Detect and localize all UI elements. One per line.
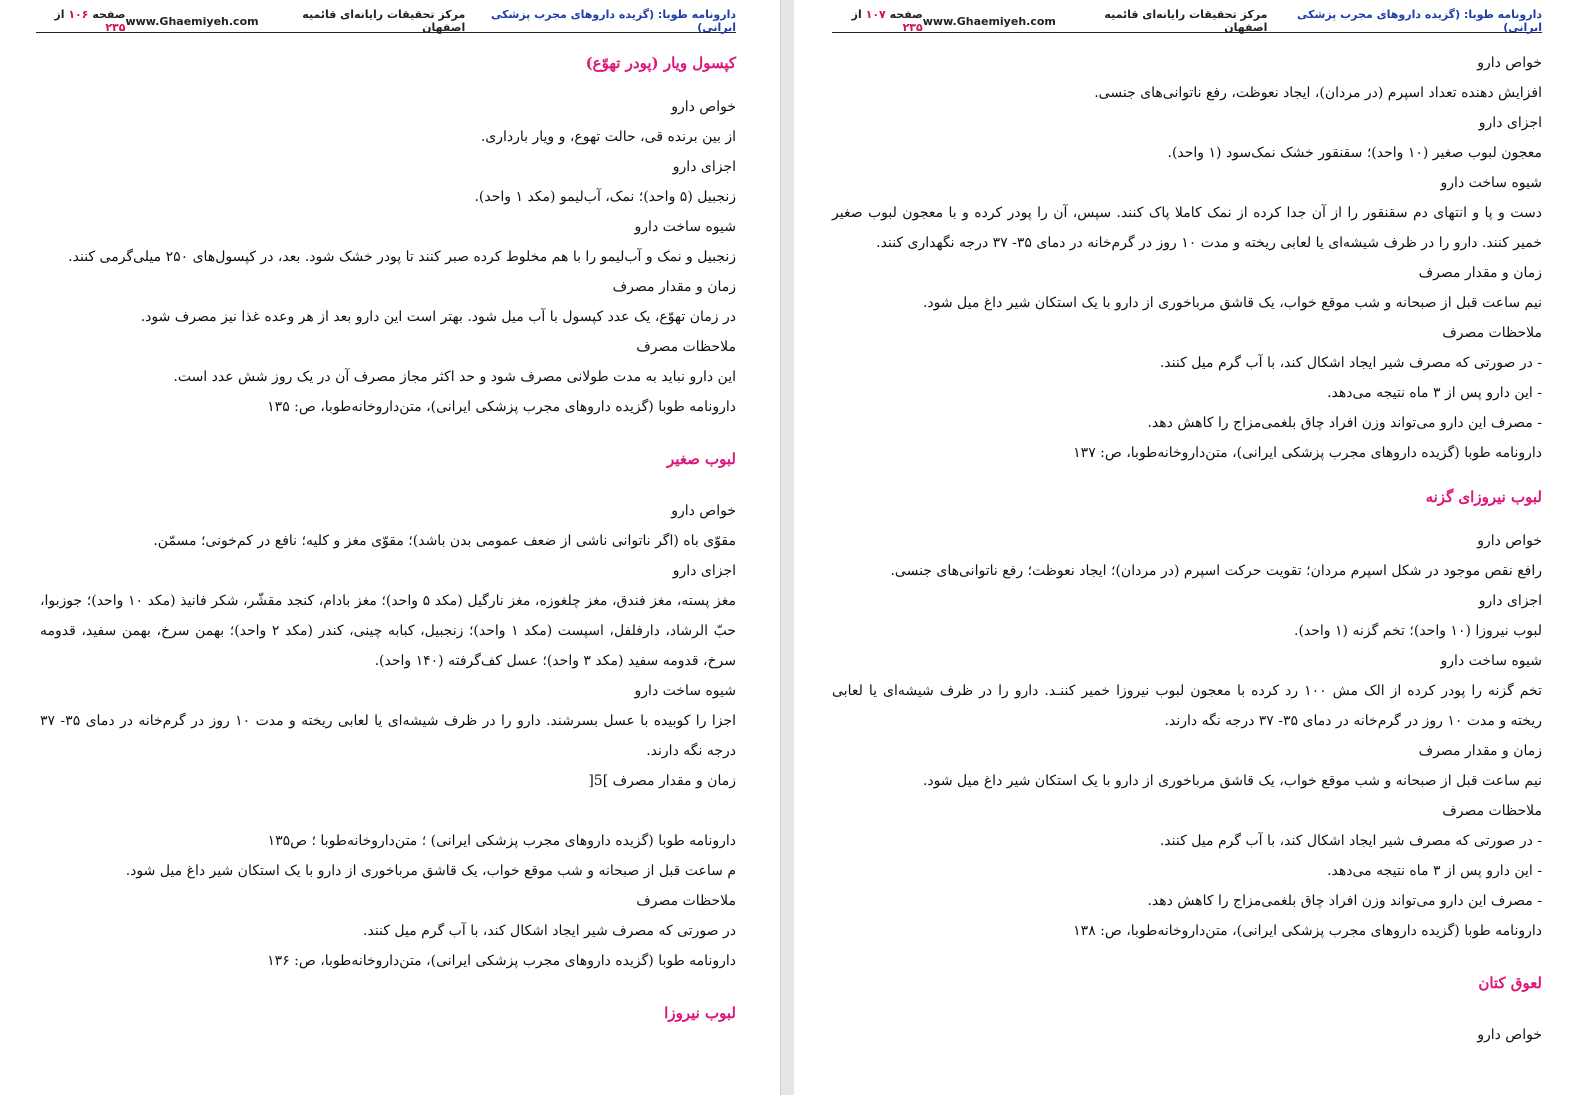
subheading-ingredients: اجزای دارو [1478, 593, 1542, 609]
paragraph: لبوب نیروزا (۱۰ واحد)؛ تخم گزنه (۱ واحد). [1294, 623, 1542, 639]
paragraph: مقوّی باه (اگر ناتوانی ناشی از ضعف عمومی بدن باشد)؛ مقوّی مغز و کلیه؛ نافع در کم‌خونی؛ مسمّن. [153, 533, 736, 549]
subheading-cautions: ملاحظات مصرف [636, 339, 736, 355]
paragraph: م ساعت قبل از صبحانه و شب موقع خواب، یک قاشق مرباخوری از دارو با یک استکان شیر داغ میل شود. [125, 863, 736, 879]
subheading-preparation: شیوه ساخت دارو [634, 219, 736, 235]
subheading-properties: خواص دارو [1477, 1027, 1542, 1043]
citation: دارونامه طوبا (گزیده داروهای مجرب پزشکی ایرانی)، متن‌داروخانه‌طوبا، ص: ۱۳۵ [267, 399, 736, 415]
header-page-number: صفحه ۱۰۷ از ۲۳۵ [851, 8, 923, 34]
subheading-properties: خواص دارو [671, 503, 736, 519]
subheading-ingredients: اجزای دارو [1478, 115, 1542, 131]
subheading-ingredients: اجزای دارو [672, 159, 736, 175]
list-item: - این دارو پس از ۳ ماه نتیجه می‌دهد. [1327, 863, 1542, 879]
paragraph: مغز پسته، مغز فندق، مغز چلغوزه، مغز نارگیل (مکد ۵ واحد)؛ مغز بادام، کنجد مقشّر، شکر فانیذ (مکد ۱۰ واحد)؛ جوزبوا، حبّ الرشاد، دارفلفل، اسپست (مکد ۱ واحد)؛ زنجبیل، کبابه چینی، کندر (مکد ۲ واحد)؛ بهمن سرخ، بهمن سفید، قدومه سرخ، قدومه سفید (مکد ۳ واحد)؛ عسل کف‌گرفته (۱۴۰ واحد). [40, 593, 737, 669]
header-middle [923, 8, 1268, 34]
paragraph: زنجبیل و نمک و آب‌لیمو را با هم مخلوط کرده صبر کنند تا پودر خشک شود. بعد، در کپسول‌های ۲۵۰ میلی‌گرمی کنند. [68, 249, 736, 265]
list-item: - مصرف این دارو می‌تواند وزن افراد چاق بلغمی‌مزاج را کاهش دهد. [1147, 893, 1542, 909]
list-item: - در صورتی که مصرف شیر ایجاد اشکال کند، با آب گرم میل کنند. [1159, 355, 1542, 371]
section-heading: لبوب نیروزای گزنه [1425, 488, 1542, 506]
paragraph: زنجبیل (۵ واحد)؛ نمک، آب‌لیمو (مکد ۱ واحد). [474, 189, 736, 205]
page-106 [0, 0, 780, 1095]
subheading-dosage: زمان و مقدار مصرف ]5[ [588, 773, 736, 789]
list-item: - این دارو پس از ۳ ماه نتیجه می‌دهد. [1327, 385, 1542, 401]
citation: دارونامه طوبا (گزیده داروهای مجرب پزشکی ایرانی)، متن‌داروخانه‌طوبا، ص: ۱۳۷ [1073, 445, 1542, 461]
subheading-dosage: زمان و مقدار مصرف [1418, 265, 1542, 281]
subheading-dosage: زمان و مقدار مصرف [612, 279, 736, 295]
paragraph: از بین برنده قی، حالت تهوع، و ویار بارداری. [480, 129, 736, 145]
subheading-cautions: ملاحظات مصرف [1442, 325, 1542, 341]
header-book-title: دارونامه طوبا: (گزیده داروهای مجرب پزشکی ایرانی) [490, 8, 736, 34]
page-header [832, 10, 1542, 33]
subheading-properties: خواص دارو [671, 99, 736, 115]
citation: دارونامه طوبا (گزیده داروهای مجرب پزشکی ایرانی)، متن‌داروخانه‌طوبا، ص: ۱۳۶ [267, 953, 736, 969]
paragraph: اجزا را کوبیده با عسل بسرشند. دارو را در ظرف شیشه‌ای یا لعابی ریخته و مدت ۱۰ روز در گرم‌خانه در دمای ۳۵- ۳۷ درجه نگه دارند. [40, 713, 737, 759]
header-center-name: مرکز تحقیقات رایانه‌ای قائمیه اصفهان [302, 8, 466, 34]
paragraph: افزایش دهنده تعداد اسپرم (در مردان)، ایجاد نعوظت، رفع ناتوانی‌های جنسی. [1094, 85, 1542, 101]
paragraph: دست و پا و انتهای دم سقنقور را از آن جدا کرده از نمک کاملا پاک کنند. سپس، آن را پودر کرده و با معجون لبوب صغیر خمیر کنند. دارو را در ظرف شیشه‌ای یا لعابی ریخته و مدت ۱۰ روز در گرم‌خانه در دمای ۳۵- ۳۷ درجه نگهداری کنند. [832, 205, 1542, 251]
page-107 [794, 0, 1594, 1095]
subheading-cautions: ملاحظات مصرف [1442, 803, 1542, 819]
citation: دارونامه طوبا (گزیده داروهای مجرب پزشکی ایرانی)، متن‌داروخانه‌طوبا، ص: ۱۳۸ [1073, 923, 1542, 939]
header-website-link[interactable]: www.Ghaemiyeh.com [922, 14, 1056, 28]
header-page-number: صفحه ۱۰۶ از ۲۳۵ [54, 8, 126, 34]
header-middle [125, 8, 465, 34]
list-item: - مصرف این دارو می‌تواند وزن افراد چاق بلغمی‌مزاج را کاهش دهد. [1147, 415, 1542, 431]
header-book-title: دارونامه طوبا: (گزیده داروهای مجرب پزشکی ایرانی) [1296, 8, 1542, 34]
paragraph: در زمان تهوّع، یک عدد کپسول با آب میل شود. بهتر است این دارو بعد از هر وعده غذا نیز مصرف شود. [140, 309, 736, 325]
section-heading: لبوب صغیر [667, 450, 736, 468]
subheading-preparation: شیوه ساخت دارو [1440, 653, 1542, 669]
subheading-cautions: ملاحظات مصرف [636, 893, 736, 909]
header-website-link[interactable]: www.Ghaemiyeh.com [125, 14, 259, 28]
subheading-properties: خواص دارو [1477, 55, 1542, 71]
paragraph: معجون لبوب صغیر (۱۰ واحد)؛ سقنقور خشک نمک‌سود (۱ واحد). [1167, 145, 1542, 161]
subheading-preparation: شیوه ساخت دارو [1440, 175, 1542, 191]
paragraph: نیم ساعت قبل از صبحانه و شب موقع خواب، یک قاشق مرباخوری از دارو با یک استکان شیر داغ میل شود. [922, 295, 1542, 311]
subheading-dosage: زمان و مقدار مصرف [1418, 743, 1542, 759]
paragraph: رافع نقص موجود در شکل اسپرم مردان؛ تقویت حرکت اسپرم (در مردان)؛ ایجاد نعوظت؛ رفع ناتوانی‌های جنسی. [890, 563, 1542, 579]
section-heading: لعوق کتان [1478, 974, 1542, 992]
subheading-properties: خواص دارو [1477, 533, 1542, 549]
page-content [832, 48, 1542, 1050]
paragraph: نیم ساعت قبل از صبحانه و شب موقع خواب، یک قاشق مرباخوری از دارو با یک استکان شیر داغ میل شود. [922, 773, 1542, 789]
paragraph: تخم گزنه را پودر کرده از الک مش ۱۰۰ رد کرده با معجون لبوب نیروزا خمیر کننـد. دارو را در ظرف شیشه‌ای یا لعابی ریخته و مدت ۱۰ روز در گرم‌خانه در دمای ۳۵- ۳۷ درجه نگه دارند. [832, 683, 1542, 729]
subheading-preparation: شیوه ساخت دارو [634, 683, 736, 699]
header-center-name: مرکز تحقیقات رایانه‌ای قائمیه اصفهان [1104, 8, 1268, 34]
citation: دارونامه طوبا (گزیده داروهای مجرب پزشکی ایرانی) ؛ متن‌داروخانه‌طوبا ؛ ص۱۳۵ [267, 833, 736, 849]
subheading-ingredients: اجزای دارو [672, 563, 736, 579]
page-header [36, 10, 736, 33]
list-item: - در صورتی که مصرف شیر ایجاد اشکال کند، با آب گرم میل کنند. [1159, 833, 1542, 849]
section-heading: کپسول ویار (پودر تهوّع) [585, 54, 736, 72]
paragraph: این دارو نباید به مدت طولانی مصرف شود و حد اکثر مجاز مصرف آن در یک روز شش عدد است. [173, 369, 736, 385]
section-heading: لبوب نیروزا [664, 1004, 736, 1022]
page-content [40, 48, 736, 1028]
paragraph: در صورتی که مصرف شیر ایجاد اشکال کند، با آب گرم میل کنند. [363, 923, 736, 939]
